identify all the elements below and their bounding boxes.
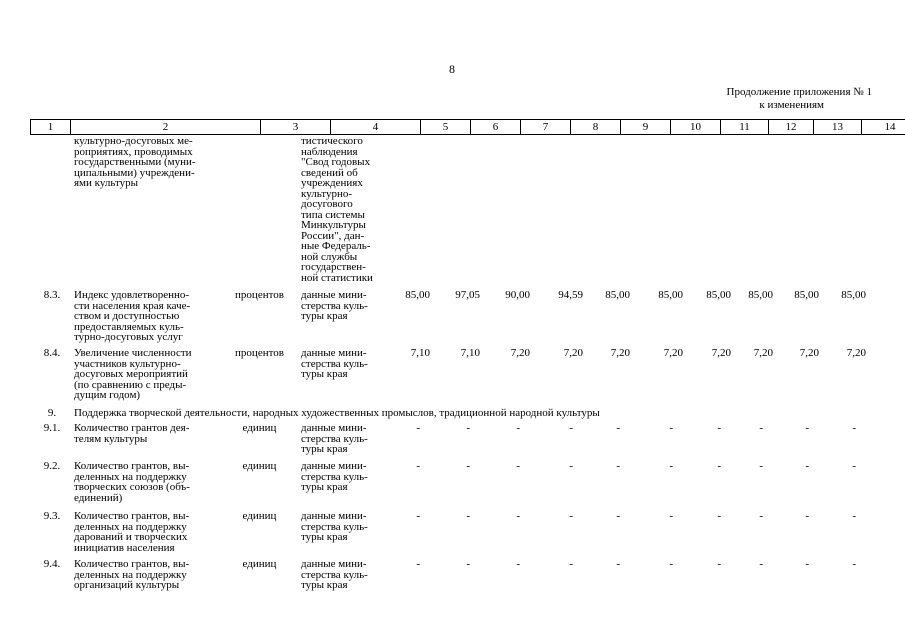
value-cell: - [759, 422, 763, 434]
value-cell: 7,20 [610, 347, 630, 359]
value-cell: - [717, 510, 721, 522]
unit: процентов [235, 347, 284, 359]
col-header: 1 [31, 120, 71, 135]
value-cell: - [805, 510, 809, 522]
section-title: Поддержка творческой деятельности, народных художественных промыслов, традиционной народной культуры [74, 407, 600, 419]
value-cell: - [466, 558, 470, 570]
continuation-line-1: Продолжение приложения № 1 [726, 86, 872, 98]
value-cell: 85,00 [841, 289, 866, 301]
value-cell: - [416, 510, 420, 522]
data-source: данные мини- стерства куль- туры края [301, 289, 368, 322]
continuation-line-2: к изменениям [759, 99, 824, 111]
value-cell: - [717, 460, 721, 472]
row-number: 9.3. [43, 510, 61, 522]
col-header: 4 [331, 120, 421, 135]
value-cell: 7,20 [846, 347, 866, 359]
indicator-name: культурно-досуговых ме- роприятиях, проводимых государственными (муни- ципальными) учреждени- ями культуры [74, 135, 196, 189]
section-number: 9. [47, 407, 57, 419]
value-cell: - [569, 460, 573, 472]
indicator-name: Количество грантов, вы- деленных на поддержку творческих союзов (объ- единений) [74, 460, 190, 504]
data-source: данные мини- стерства куль- туры края [301, 422, 368, 455]
data-source: данные мини- стерства куль- туры края [301, 510, 368, 543]
value-cell: - [669, 422, 673, 434]
col-header: 5 [421, 120, 471, 135]
data-source: тистического наблюдения "Свод годовых сведений об учреждениях культурно- досугового типа системы Минкультуры России", дан- ные Федераль- ной службы государствен- ной статистики [301, 135, 373, 284]
value-cell: - [466, 510, 470, 522]
unit: единиц [242, 422, 277, 434]
table-row [30, 423, 878, 461]
col-header: 13 [814, 120, 862, 135]
indicator-name: Увеличение численности участников культурно- досуговых мероприятий (по сравнению с преды- дущим годом) [74, 347, 192, 401]
column-number-header [30, 119, 905, 135]
value-cell: 85,00 [405, 289, 430, 301]
value-cell: - [616, 422, 620, 434]
value-cell: - [466, 460, 470, 472]
value-cell: - [717, 558, 721, 570]
value-cell: 7,20 [563, 347, 583, 359]
col-header: 11 [721, 120, 769, 135]
table-row [30, 461, 878, 511]
table-row [30, 559, 878, 597]
indicator-name: Индекс удовлетвореннo- сти населения края каче- ством и доступностью предоставляемых куль- турно-досуговых услуг [74, 289, 191, 343]
value-cell: 7,20 [711, 347, 731, 359]
value-cell: 85,00 [794, 289, 819, 301]
value-cell: - [805, 558, 809, 570]
value-cell: 97,05 [455, 289, 480, 301]
value-cell: - [759, 510, 763, 522]
value-cell: - [852, 422, 856, 434]
data-source: данные мини- стерства куль- туры края [301, 347, 368, 380]
section-row [30, 408, 878, 423]
value-cell: 7,10 [460, 347, 480, 359]
value-cell: 85,00 [706, 289, 731, 301]
data-source: данные мини- стерства куль- туры края [301, 460, 368, 493]
value-cell: 7,20 [663, 347, 683, 359]
value-cell: - [805, 422, 809, 434]
value-cell: - [569, 558, 573, 570]
value-cell: 90,00 [505, 289, 530, 301]
unit: процентов [235, 289, 284, 301]
value-cell: 85,00 [658, 289, 683, 301]
value-cell: - [569, 510, 573, 522]
row-number: 9.4. [43, 558, 61, 570]
value-cell: - [852, 460, 856, 472]
value-cell: - [516, 422, 520, 434]
col-header: 9 [621, 120, 671, 135]
value-cell: - [516, 510, 520, 522]
value-cell: - [516, 558, 520, 570]
col-header: 6 [471, 120, 521, 135]
row-number: 9.1. [43, 422, 61, 434]
indicator-name: Количество грантов, вы- деленных на поддержку организаций культуры [74, 558, 190, 591]
value-cell: - [852, 510, 856, 522]
table-row [30, 511, 878, 559]
value-cell: - [669, 510, 673, 522]
unit: единиц [242, 460, 277, 472]
data-source: данные мини- стерства куль- туры края [301, 558, 368, 591]
value-cell: - [717, 422, 721, 434]
value-cell: - [759, 460, 763, 472]
value-cell: - [669, 460, 673, 472]
col-header: 14 [862, 120, 905, 135]
unit: единиц [242, 558, 277, 570]
value-cell: - [569, 422, 573, 434]
value-cell: 7,10 [410, 347, 430, 359]
value-cell: - [669, 558, 673, 570]
value-cell: - [759, 558, 763, 570]
value-cell: 7,20 [753, 347, 773, 359]
value-cell: - [805, 460, 809, 472]
col-header: 2 [71, 120, 261, 135]
value-cell: - [516, 460, 520, 472]
value-cell: - [416, 558, 420, 570]
indicator-name: Количество грантов дея- телям культуры [74, 422, 190, 445]
value-cell: - [616, 510, 620, 522]
value-cell: - [616, 558, 620, 570]
value-cell: - [466, 422, 470, 434]
col-header: 7 [521, 120, 571, 135]
value-cell: - [852, 558, 856, 570]
value-cell: - [416, 460, 420, 472]
value-cell: 7,20 [510, 347, 530, 359]
value-cell: 7,20 [799, 347, 819, 359]
table-row [30, 290, 878, 348]
value-cell: - [616, 460, 620, 472]
col-header: 12 [769, 120, 814, 135]
value-cell: 85,00 [748, 289, 773, 301]
table-body [30, 136, 878, 597]
unit: единиц [242, 510, 277, 522]
value-cell: 94,59 [558, 289, 583, 301]
indicator-name: Количество грантов, вы- деленных на поддержку дарований и творческих инициатив населения [74, 510, 190, 554]
continuation-note [692, 86, 872, 112]
col-header: 8 [571, 120, 621, 135]
col-header: 10 [671, 120, 721, 135]
value-cell: - [416, 422, 420, 434]
value-cell: 85,00 [605, 289, 630, 301]
row-number: 8.4. [43, 347, 61, 359]
row-number: 9.2. [43, 460, 61, 472]
row-number: 8.3. [43, 289, 61, 301]
table-row-continued [30, 136, 878, 290]
page-number: 8 [449, 62, 455, 76]
table-row [30, 348, 878, 408]
col-header: 3 [261, 120, 331, 135]
